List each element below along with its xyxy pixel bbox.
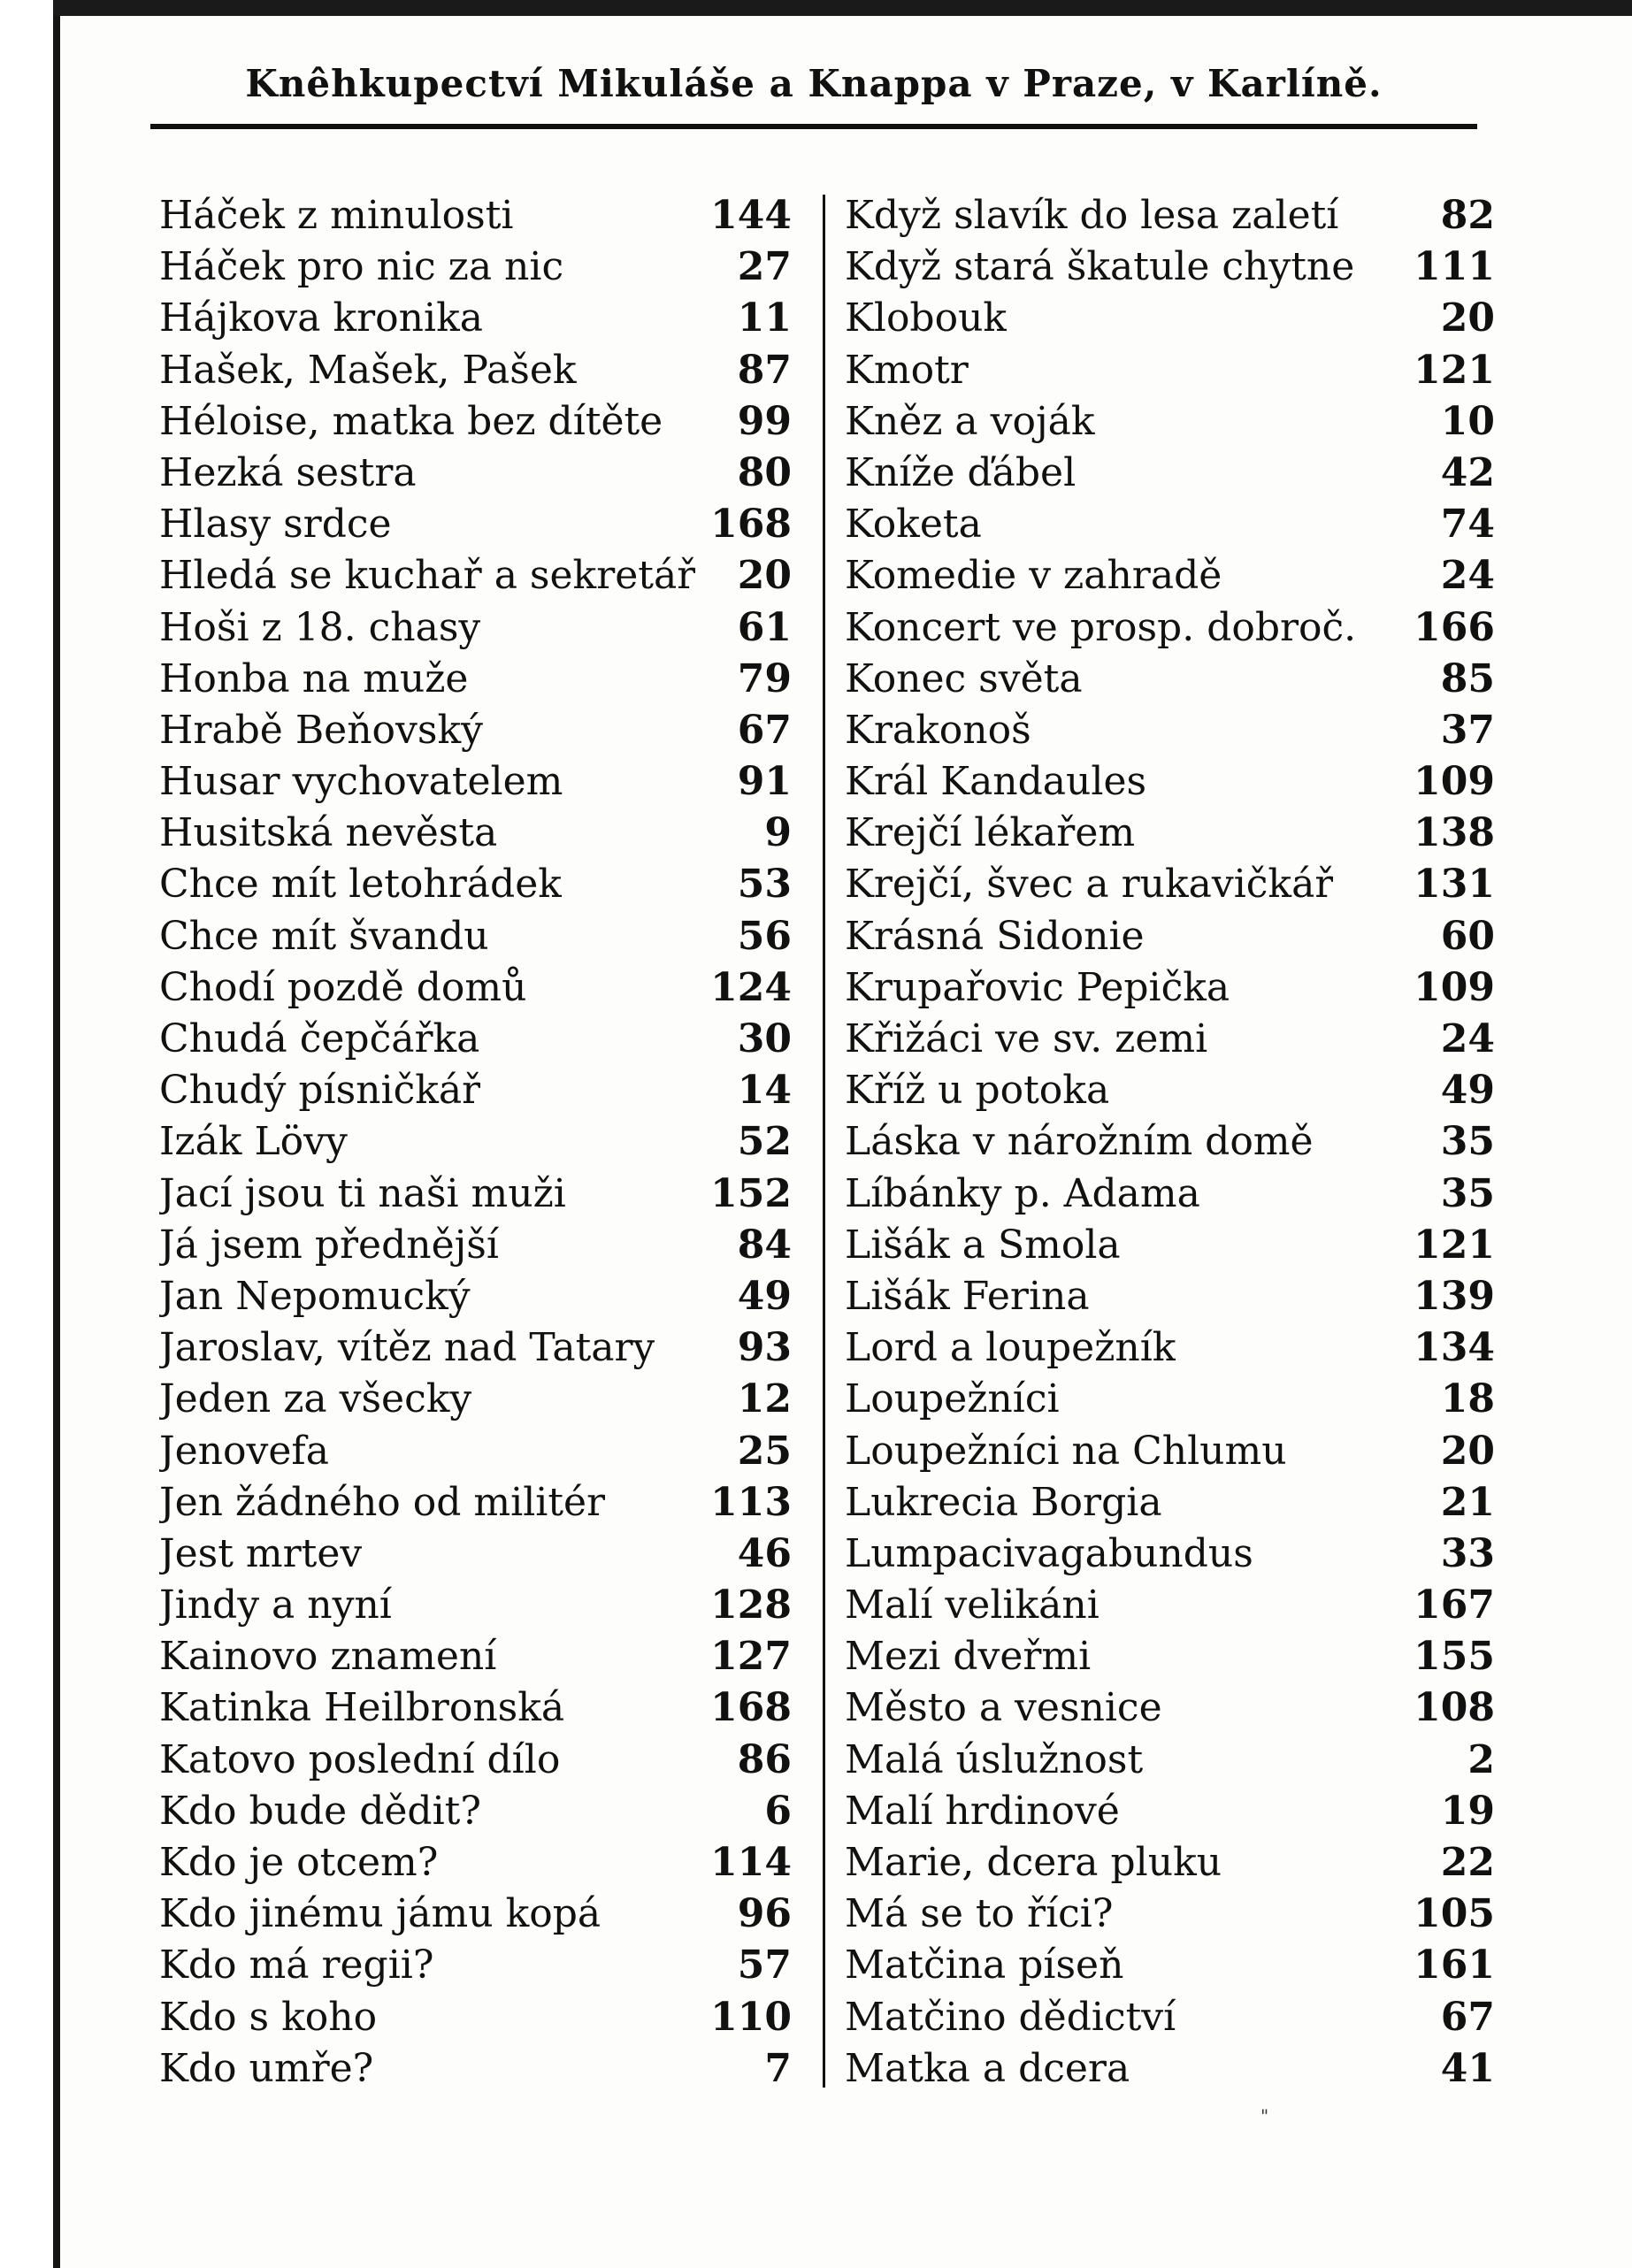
entry-page-number: 139: [1414, 1273, 1495, 1319]
index-entry: [845, 1837, 1495, 1889]
index-entry: [845, 1940, 1495, 1991]
entry-title: Kdo s koho: [159, 1994, 378, 2040]
entry-page-number: 91: [737, 759, 792, 805]
index-entry: [845, 1168, 1495, 1220]
entry-title: Krásná Sidonie: [845, 913, 1145, 959]
entry-page-number: 113: [710, 1479, 792, 1525]
index-entry: [159, 293, 792, 344]
binding-edge: [0, 0, 60, 2268]
index-entry: [159, 1322, 792, 1374]
entry-title: Koketa: [845, 502, 982, 548]
index-entry: [845, 1374, 1495, 1425]
index-entry: [159, 1374, 792, 1425]
entry-title: Kdo je otcem?: [159, 1840, 439, 1885]
index-entry: [845, 1065, 1495, 1116]
entry-page-number: 52: [737, 1119, 792, 1165]
entry-page-number: 21: [1440, 1479, 1495, 1525]
entry-title: Křižáci ve sv. zemi: [845, 1016, 1208, 1061]
index-entry: [159, 1116, 792, 1168]
index-entry: [845, 859, 1495, 910]
entry-title: Jindy a nyní: [159, 1582, 392, 1628]
index-entry: [159, 1786, 792, 1837]
index-entry: [159, 345, 792, 396]
entry-title: Chce mít švandu: [159, 913, 489, 959]
entry-title: Kdo jinému jámu kopá: [159, 1891, 601, 1937]
entry-title: Katinka Heilbronská: [159, 1685, 565, 1731]
entry-page-number: 168: [710, 1685, 792, 1731]
index-entry: [159, 1477, 792, 1529]
entry-title: Kdo umře?: [159, 2045, 374, 2091]
entry-title: Líbánky p. Adama: [845, 1170, 1200, 1216]
entry-title: Lišák a Smola: [845, 1222, 1121, 1268]
entry-page-number: 80: [737, 449, 792, 495]
entry-page-number: 41: [1440, 2045, 1495, 2091]
index-entry: [159, 962, 792, 1014]
entry-title: Krejčí, švec a rukavičkář: [845, 862, 1334, 908]
entry-page-number: 10: [1440, 398, 1495, 444]
entry-page-number: 74: [1440, 502, 1495, 548]
index-entry: [159, 808, 792, 859]
index-entry: [159, 1580, 792, 1631]
entry-page-number: 138: [1414, 810, 1495, 856]
entry-title: Hlasy srdce: [159, 502, 392, 548]
index-entry: [159, 1271, 792, 1322]
index-entry: [159, 396, 792, 448]
column-divider: [823, 195, 825, 2088]
scan-border-top: [53, 0, 1632, 16]
index-entry: [159, 550, 792, 601]
index-entry: [845, 602, 1495, 654]
entry-title: Já jsem přednější: [159, 1222, 499, 1268]
index-entry: [845, 705, 1495, 756]
entry-title: Krakonoš: [845, 707, 1031, 753]
entry-page-number: 84: [737, 1222, 792, 1268]
entry-page-number: 79: [737, 655, 792, 701]
index-entry: [159, 1682, 792, 1734]
entry-page-number: 108: [1414, 1685, 1495, 1731]
index-entry: [845, 241, 1495, 293]
entry-title: Honba na muže: [159, 655, 469, 701]
entry-page-number: 109: [1414, 964, 1495, 1010]
index-entry: [159, 602, 792, 654]
entry-title: Jenovefa: [159, 1428, 329, 1474]
entry-title: Když stará škatule chytne: [845, 244, 1355, 290]
entry-page-number: 2: [1467, 1736, 1495, 1782]
index-entry: [159, 2043, 792, 2095]
entry-page-number: 155: [1414, 1634, 1495, 1680]
index-entry: [845, 345, 1495, 396]
index-entry: [159, 1837, 792, 1889]
entry-page-number: 18: [1440, 1376, 1495, 1422]
entry-page-number: 128: [710, 1582, 792, 1628]
header-rule: [150, 124, 1477, 129]
right-column: [845, 190, 1495, 2095]
entry-title: Husar vychovatelem: [159, 759, 563, 805]
entry-page-number: 166: [1414, 604, 1495, 650]
entry-title: Chudý písničkář: [159, 1068, 481, 1114]
entry-title: Konec světa: [845, 655, 1083, 701]
index-entry: [845, 1014, 1495, 1065]
index-entry: [159, 859, 792, 910]
entry-title: Jeden za všecky: [159, 1376, 472, 1422]
index-entry: [845, 1580, 1495, 1631]
index-entry: [845, 448, 1495, 499]
entry-title: Král Kandaules: [845, 759, 1147, 805]
index-entry: [845, 962, 1495, 1014]
index-entry: [159, 1220, 792, 1271]
entry-title: Chodí pozdě domů: [159, 964, 527, 1010]
index-entry: [159, 190, 792, 241]
index-entry: [159, 705, 792, 756]
entry-title: Chudá čepčářka: [159, 1016, 480, 1061]
entry-page-number: 167: [1414, 1582, 1495, 1628]
entry-title: Hledá se kuchař a sekretář: [159, 553, 696, 599]
index-entry: [159, 1735, 792, 1786]
index-entry: [159, 756, 792, 808]
entry-page-number: 96: [737, 1891, 792, 1937]
entry-title: Jací jsou ti naši muži: [159, 1170, 566, 1216]
entry-title: Hašek, Mašek, Pašek: [159, 347, 577, 393]
index-entry: [159, 1940, 792, 1991]
entry-page-number: 12: [737, 1376, 792, 1422]
entry-page-number: 27: [737, 244, 792, 290]
index-entry: [845, 911, 1495, 962]
entry-page-number: 20: [1440, 1428, 1495, 1474]
index-entry: [845, 1992, 1495, 2043]
entry-page-number: 82: [1440, 193, 1495, 238]
entry-page-number: 46: [737, 1530, 792, 1576]
entry-title: Jaroslav, vítěz nad Tatary: [159, 1325, 655, 1371]
entry-page-number: 19: [1440, 1788, 1495, 1834]
entry-page-number: 110: [710, 1994, 792, 2040]
entry-page-number: 42: [1440, 449, 1495, 495]
entry-title: Katovo poslední dílo: [159, 1736, 561, 1782]
entry-title: Město a vesnice: [845, 1685, 1162, 1731]
index-entry: [845, 1322, 1495, 1374]
entry-title: Láska v nárožním domě: [845, 1119, 1314, 1165]
index-entry: [159, 241, 792, 293]
index-entry: [845, 1271, 1495, 1322]
entry-title: Kněz a voják: [845, 398, 1095, 444]
index-entry: [159, 654, 792, 705]
index-entry: [845, 1735, 1495, 1786]
index-entry: [845, 1116, 1495, 1168]
index-entry: [845, 1426, 1495, 1477]
entry-title: Loupežníci: [845, 1376, 1060, 1422]
page-header: Knêhkupectví Mikuláše a Knappa v Praze, v Karlíně.: [245, 62, 1383, 105]
entry-title: Hájkova kronika: [159, 295, 483, 341]
entry-title: Kříž u potoka: [845, 1068, 1110, 1114]
entry-title: Jan Nepomucký: [159, 1273, 471, 1319]
entry-title: Koncert ve prosp. dobroč.: [845, 604, 1357, 650]
index-entry: [845, 293, 1495, 344]
entry-title: Hoši z 18. chasy: [159, 604, 481, 650]
entry-page-number: 134: [1414, 1325, 1495, 1371]
index-entry: [845, 190, 1495, 241]
index-entry: [845, 396, 1495, 448]
entry-page-number: 93: [737, 1325, 792, 1371]
entry-page-number: 30: [737, 1016, 792, 1061]
entry-title: Izák Lövy: [159, 1119, 348, 1165]
index-entry: [159, 1168, 792, 1220]
index-entry: [159, 1426, 792, 1477]
entry-title: Háček pro nic za nic: [159, 244, 564, 290]
index-entry: [845, 808, 1495, 859]
entry-title: Lumpacivagabundus: [845, 1530, 1253, 1576]
entry-title: Matčino dědictví: [845, 1994, 1176, 2040]
entry-page-number: 168: [710, 502, 792, 548]
entry-title: Héloise, matka bez dítěte: [159, 398, 663, 444]
index-entry: [845, 1631, 1495, 1682]
entry-title: Chce mít letohrádek: [159, 862, 562, 908]
index-entry: [845, 654, 1495, 705]
entry-page-number: 49: [1440, 1068, 1495, 1114]
entry-page-number: 121: [1414, 1222, 1495, 1268]
entry-title: Krejčí lékařem: [845, 810, 1136, 856]
entry-title: Malí hrdinové: [845, 1788, 1120, 1834]
entry-page-number: 9: [764, 810, 792, 856]
entry-title: Kmotr: [845, 347, 969, 393]
index-entry: [845, 1786, 1495, 1837]
index-entry: [159, 1992, 792, 2043]
entry-page-number: 105: [1414, 1891, 1495, 1937]
entry-page-number: 86: [737, 1736, 792, 1782]
index-entry: [159, 1631, 792, 1682]
entry-page-number: 131: [1414, 862, 1495, 908]
entry-page-number: 61: [737, 604, 792, 650]
entry-title: Matka a dcera: [845, 2045, 1130, 2091]
entry-page-number: 22: [1440, 1840, 1495, 1885]
index-entry: [845, 1220, 1495, 1271]
entry-title: Malí velikáni: [845, 1582, 1099, 1628]
index-entry: [159, 448, 792, 499]
entry-page-number: 20: [737, 553, 792, 599]
entry-page-number: 114: [710, 1840, 792, 1885]
entry-page-number: 35: [1440, 1119, 1495, 1165]
index-entry: [845, 499, 1495, 550]
entry-page-number: 161: [1414, 1942, 1495, 1988]
entry-title: Krupařovic Pepička: [845, 964, 1230, 1010]
entry-page-number: 109: [1414, 759, 1495, 805]
entry-title: Kdo má regii?: [159, 1942, 434, 1988]
entry-title: Komedie v zahradě: [845, 553, 1222, 599]
entry-page-number: 67: [1440, 1994, 1495, 2040]
index-entry: [845, 550, 1495, 601]
entry-page-number: 6: [764, 1788, 792, 1834]
entry-title: Kainovo znamení: [159, 1634, 497, 1680]
entry-page-number: 144: [710, 193, 792, 238]
entry-title: Malá úslužnost: [845, 1736, 1144, 1782]
entry-page-number: 33: [1440, 1530, 1495, 1576]
entry-title: Marie, dcera pluku: [845, 1840, 1222, 1885]
entry-page-number: 85: [1440, 655, 1495, 701]
entry-page-number: 99: [737, 398, 792, 444]
index-entry: [159, 1889, 792, 1940]
entry-page-number: 49: [737, 1273, 792, 1319]
index-entry: [159, 499, 792, 550]
entry-title: Kdo bude dědit?: [159, 1788, 481, 1834]
entry-page-number: 7: [764, 2045, 792, 2091]
entry-page-number: 121: [1414, 347, 1495, 393]
entry-page-number: 35: [1440, 1170, 1495, 1216]
entry-title: Hrabě Beňovský: [159, 707, 483, 753]
entry-title: Lišák Ferina: [845, 1273, 1090, 1319]
entry-page-number: 14: [737, 1068, 792, 1114]
entry-page-number: 67: [737, 707, 792, 753]
left-column: [159, 190, 792, 2095]
index-entry: [159, 911, 792, 962]
index-entry: [845, 756, 1495, 808]
index-entry: [845, 2043, 1495, 2095]
entry-title: Kníže ďábel: [845, 449, 1077, 495]
entry-title: Jest mrtev: [159, 1530, 363, 1576]
entry-title: Jen žádného od militér: [159, 1479, 606, 1525]
entry-page-number: 152: [710, 1170, 792, 1216]
entry-title: Klobouk: [845, 295, 1008, 341]
entry-page-number: 53: [737, 862, 792, 908]
entry-title: Husitská nevěsta: [159, 810, 498, 856]
entry-title: Loupežníci na Chlumu: [845, 1428, 1287, 1474]
ink-specks: ": [1260, 2105, 1269, 2126]
entry-page-number: 56: [737, 913, 792, 959]
entry-page-number: 25: [737, 1428, 792, 1474]
index-entry: [159, 1014, 792, 1065]
entry-title: Matčina píseň: [845, 1942, 1124, 1988]
index-entry: [845, 1682, 1495, 1734]
index-entry: [845, 1477, 1495, 1529]
index-entry: [845, 1889, 1495, 1940]
entry-title: Má se to říci?: [845, 1891, 1114, 1937]
entry-title: Lukrecia Borgia: [845, 1479, 1162, 1525]
entry-page-number: 87: [737, 347, 792, 393]
index-entry: [845, 1529, 1495, 1580]
entry-title: Hezká sestra: [159, 449, 417, 495]
entry-page-number: 24: [1440, 1016, 1495, 1061]
index-entry: [159, 1065, 792, 1116]
entry-page-number: 124: [710, 964, 792, 1010]
entry-title: Lord a loupežník: [845, 1325, 1176, 1371]
entry-page-number: 111: [1414, 244, 1495, 290]
entry-page-number: 11: [737, 295, 792, 341]
entry-title: Mezi dveřmi: [845, 1634, 1092, 1680]
entry-page-number: 127: [710, 1634, 792, 1680]
index-entry: [159, 1529, 792, 1580]
entry-page-number: 24: [1440, 553, 1495, 599]
entry-title: Háček z minulosti: [159, 193, 514, 238]
entry-title: Když slavík do lesa zaletí: [845, 193, 1339, 238]
entry-page-number: 57: [737, 1942, 792, 1988]
entry-page-number: 37: [1440, 707, 1495, 753]
entry-page-number: 20: [1440, 295, 1495, 341]
entry-page-number: 60: [1440, 913, 1495, 959]
